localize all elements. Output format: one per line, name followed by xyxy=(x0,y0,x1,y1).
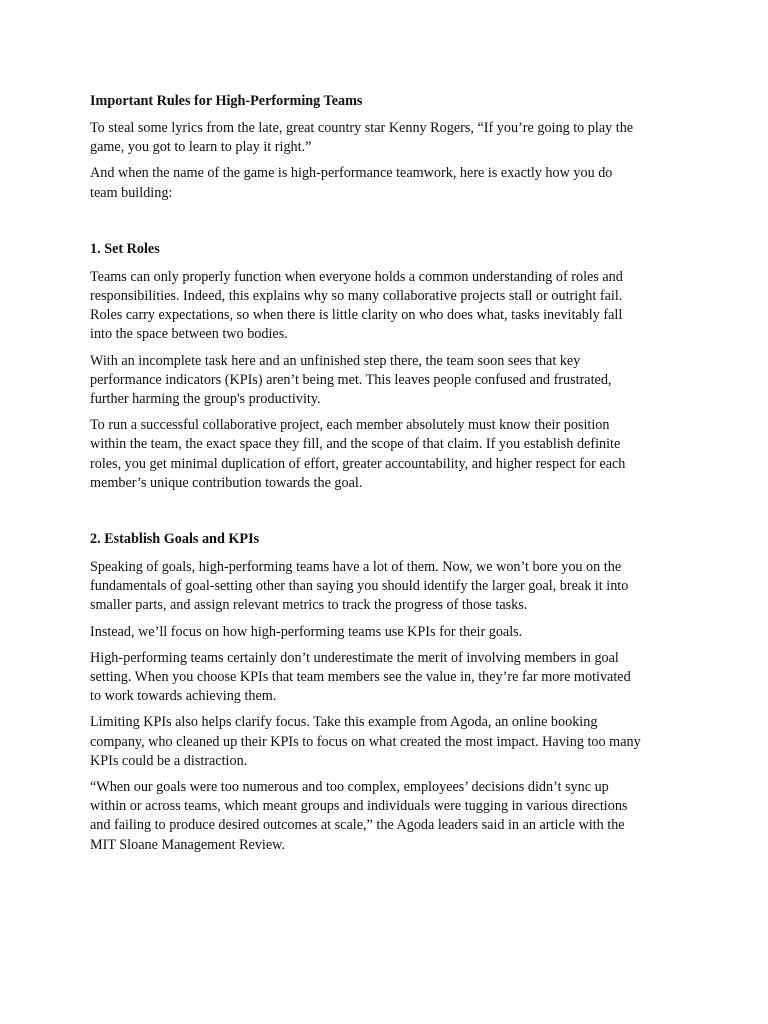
body-paragraph xyxy=(90,623,680,642)
text-line: setting. When you choose KPIs that team members see the value in, they’re far more motivated xyxy=(90,669,631,686)
text-line: MIT Sloane Management Review. xyxy=(90,836,286,853)
section-heading: 2. Establish Goals and KPIs xyxy=(90,531,260,548)
section-heading: 1. Set Roles xyxy=(90,240,160,257)
section-spacer xyxy=(90,210,680,240)
text-line: Roles carry expectations, so when there is little clarity on who does what, tasks inevitably fall xyxy=(90,307,623,324)
text-line: Limiting KPIs also helps clarify focus. Take this example from Agoda, an online booking xyxy=(90,714,598,731)
text-line: Teams can only properly function when everyone holds a common understanding of roles and xyxy=(90,268,623,285)
section-spacer xyxy=(90,500,680,530)
text-line: member’s unique contribution towards the goal. xyxy=(90,474,363,491)
text-line: further harming the group's productivity. xyxy=(90,391,321,408)
body-paragraph xyxy=(90,268,680,345)
text-line: to work towards achieving them. xyxy=(90,688,277,705)
intro-paragraph-2 xyxy=(90,164,680,202)
intro-paragraph-1 xyxy=(90,119,680,157)
text-line: within or across teams, which meant groups and individuals were tugging in various directions xyxy=(90,798,628,815)
text-line: performance indicators (KPIs) aren’t being met. This leaves people confused and frustrated, xyxy=(90,371,612,388)
text-line: High-performing teams certainly don’t underestimate the merit of involving members in goal xyxy=(90,649,619,666)
body-paragraph xyxy=(90,649,680,707)
text-line: team building: xyxy=(90,184,173,201)
body-paragraph xyxy=(90,713,680,771)
document-title: Important Rules for High-Performing Teams xyxy=(90,93,363,109)
document-page xyxy=(90,92,680,862)
text-line: To run a successful collaborative project, each member absolutely must know their position xyxy=(90,417,610,434)
text-line: To steal some lyrics from the late, great country star Kenny Rogers, “If you’re going to play the xyxy=(90,120,634,136)
text-line: “When our goals were too numerous and too complex, employees’ decisions didn’t sync up xyxy=(90,779,609,796)
text-line: And when the name of the game is high-performance teamwork, here is exactly how you do xyxy=(90,165,613,182)
text-line: game, you got to learn to play it right.” xyxy=(90,139,312,156)
text-line: within the team, the exact space they fill, and the scope of that claim. If you establish definite xyxy=(90,436,621,453)
text-line: responsibilities. Indeed, this explains why so many collaborative projects stall or outright fail. xyxy=(90,288,623,305)
text-line: Instead, we’ll focus on how high-performing teams use KPIs for their goals. xyxy=(90,623,523,640)
text-line: fundamentals of goal-setting other than saying you should identify the larger goal, break it into xyxy=(90,578,629,595)
body-paragraph xyxy=(90,558,680,616)
section-goals-kpis xyxy=(90,530,680,855)
text-line: company, who cleaned up their KPIs to focus on what created the most impact. Having too many xyxy=(90,733,641,750)
body-paragraph xyxy=(90,352,680,410)
text-line: Speaking of goals, high-performing teams have a lot of them. Now, we won’t bore you on the xyxy=(90,559,622,576)
text-line: into the space between two bodies. xyxy=(90,326,288,343)
text-line: roles, you get minimal duplication of effort, greater accountability, and higher respect for each xyxy=(90,455,626,472)
text-line: KPIs could be a distraction. xyxy=(90,752,248,769)
quote-paragraph xyxy=(90,778,680,855)
body-paragraph xyxy=(90,416,680,493)
text-line: and failing to produce desired outcomes at scale,” the Agoda leaders said in an article with the xyxy=(90,817,625,834)
text-line: smaller parts, and assign relevant metrics to track the progress of those tasks. xyxy=(90,597,528,614)
section-set-roles xyxy=(90,240,680,493)
text-line: With an incomplete task here and an unfinished step there, the team soon sees that key xyxy=(90,352,581,369)
